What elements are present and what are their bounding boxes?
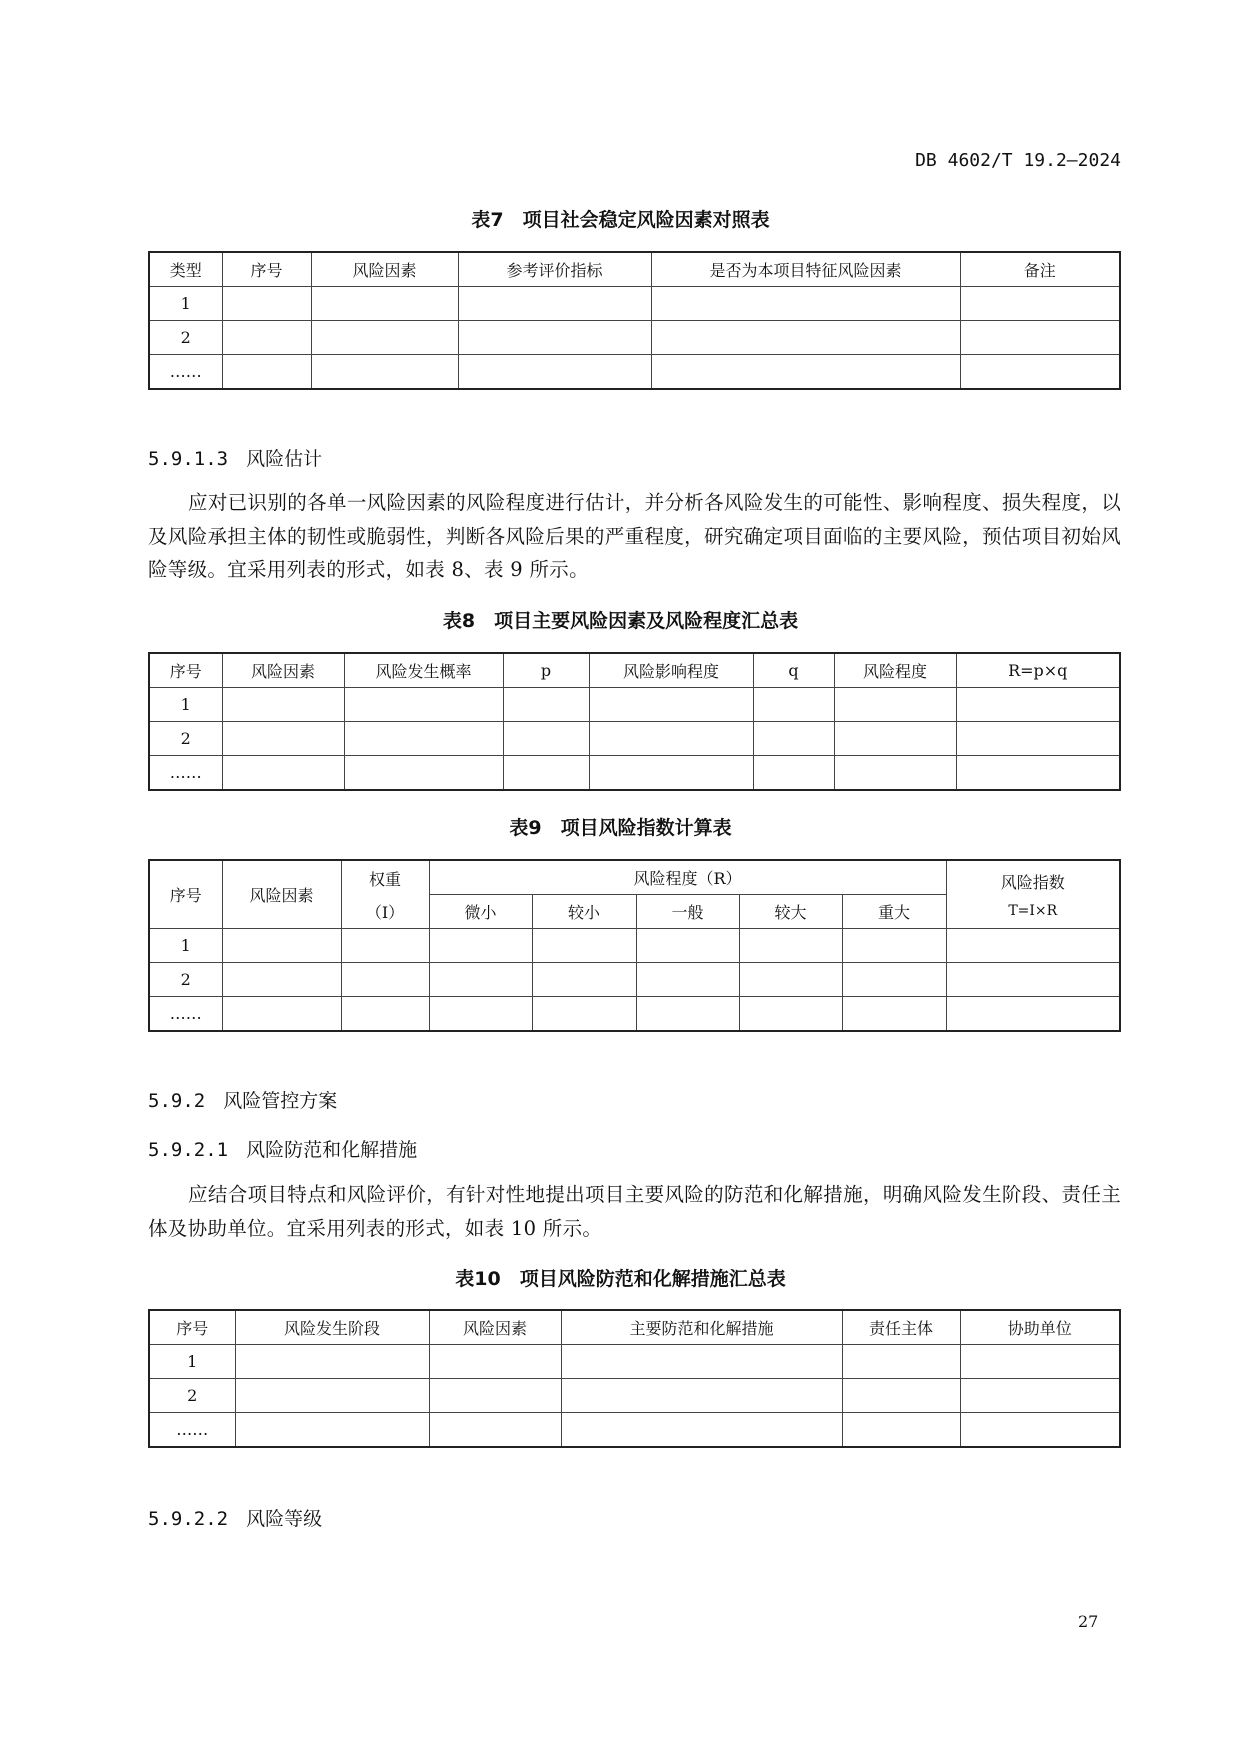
table-header-row (149, 860, 1120, 895)
header-cell: 较小 (532, 895, 636, 929)
row-label: …… (149, 997, 222, 1032)
header-cell: 风险因素 (222, 653, 344, 688)
table-header-row (149, 1310, 1120, 1345)
section-title: 风险管控方案 (223, 1090, 338, 1112)
header-cell: 序号 (222, 252, 311, 287)
table9-title: 表9 项目风险指数计算表 (509, 817, 732, 839)
table-header-row (149, 252, 1120, 287)
section-heading-5913 (148, 444, 322, 471)
table10-title: 表10 项目风险防范和化解措施汇总表 (455, 1268, 786, 1290)
table-row (149, 287, 1120, 321)
document-code: DB 4602/T 19.2—2024 (915, 150, 1121, 171)
header-cell: 风险因素 (222, 860, 341, 929)
header-line: 权重 (368, 869, 401, 889)
row-label: …… (149, 756, 222, 791)
header-cell: 风险程度（R） (429, 860, 946, 895)
table9 (148, 859, 1121, 1032)
table8-title: 表8 项目主要风险因素及风险程度汇总表 (442, 610, 799, 632)
table-header-row (149, 653, 1120, 688)
table-row (149, 756, 1120, 791)
row-label: 2 (149, 321, 222, 355)
section-number: 5.9.2.2 (148, 1508, 229, 1530)
header-cell: 风险发生阶段 (235, 1310, 429, 1345)
table7 (148, 251, 1121, 390)
header-cell: 重大 (842, 895, 946, 929)
table8 (148, 652, 1121, 791)
section-heading-5921 (148, 1135, 417, 1162)
section-number: 5.9.2.1 (148, 1139, 229, 1161)
header-cell: 协助单位 (960, 1310, 1120, 1345)
row-label: 1 (149, 1345, 235, 1379)
header-cell: 风险影响程度 (589, 653, 753, 688)
header-cell: 风险程度 (834, 653, 956, 688)
table10 (148, 1309, 1121, 1448)
header-cell: 类型 (149, 252, 222, 287)
header-line: 风险指数 (1000, 873, 1065, 892)
row-label: 1 (149, 688, 222, 722)
table-row (149, 355, 1120, 390)
table-row (149, 1345, 1120, 1379)
header-cell: 序号 (149, 1310, 235, 1345)
row-label: 2 (149, 722, 222, 756)
header-cell: 风险因素 (429, 1310, 561, 1345)
row-label: 1 (149, 929, 222, 963)
table-row (149, 688, 1120, 722)
table-row (149, 963, 1120, 997)
row-label: 2 (149, 1379, 235, 1413)
row-label: 2 (149, 963, 222, 997)
table-row (149, 722, 1120, 756)
header-cell: 风险发生概率 (344, 653, 503, 688)
table-row (149, 1413, 1120, 1448)
header-cell: 序号 (149, 653, 222, 688)
row-label: 1 (149, 287, 222, 321)
header-cell: 较大 (739, 895, 842, 929)
table7-title: 表7 项目社会稳定风险因素对照表 (471, 209, 770, 231)
section-heading-5922 (148, 1504, 322, 1531)
header-cell: p (503, 653, 589, 688)
table-row (149, 1379, 1120, 1413)
table-row (149, 997, 1120, 1032)
section-number: 5.9.1.3 (148, 448, 229, 470)
header-cell: 参考评价指标 (458, 252, 651, 287)
header-cell: 主要防范和化解措施 (561, 1310, 842, 1345)
header-cell (341, 860, 429, 929)
header-cell: 风险因素 (311, 252, 458, 287)
header-line: T=I×R (1008, 903, 1058, 919)
header-cell: R=p×q (956, 653, 1120, 688)
header-cell: 微小 (429, 895, 532, 929)
page-number: 27 (1078, 1612, 1099, 1631)
section-title: 风险防范和化解措施 (246, 1139, 418, 1161)
header-cell: 是否为本项目特征风险因素 (651, 252, 960, 287)
header-cell: 备注 (960, 252, 1120, 287)
section-heading-592 (148, 1086, 337, 1113)
header-line: （I） (365, 902, 405, 922)
row-label: …… (149, 1413, 235, 1448)
paragraph: 应对已识别的各单一风险因素的风险程度进行估计，并分析各风险发生的可能性、影响程度、损失程度，以及风险承担主体的韧性或脆弱性，判断各风险后果的严重程度，研究确定项目面临的主要风险，预估项目初始风险等级。宜采用列表的形式，如表 8、表 9 所示。 (148, 491, 1121, 581)
paragraph: 应结合项目特点和风险评价，有针对性地提出项目主要风险的防范和化解措施，明确风险发生阶段、责任主体及协助单位。宜采用列表的形式，如表 10 所示。 (148, 1183, 1121, 1240)
section-number: 5.9.2 (148, 1090, 206, 1112)
section-title: 风险等级 (246, 1508, 323, 1530)
section-title: 风险估计 (246, 448, 323, 470)
row-label: …… (149, 355, 222, 390)
header-cell (946, 860, 1120, 929)
header-cell: 一般 (636, 895, 739, 929)
table-row (149, 929, 1120, 963)
table-row (149, 321, 1120, 355)
header-cell: 责任主体 (842, 1310, 960, 1345)
header-cell: 序号 (149, 860, 222, 929)
header-cell: q (753, 653, 834, 688)
